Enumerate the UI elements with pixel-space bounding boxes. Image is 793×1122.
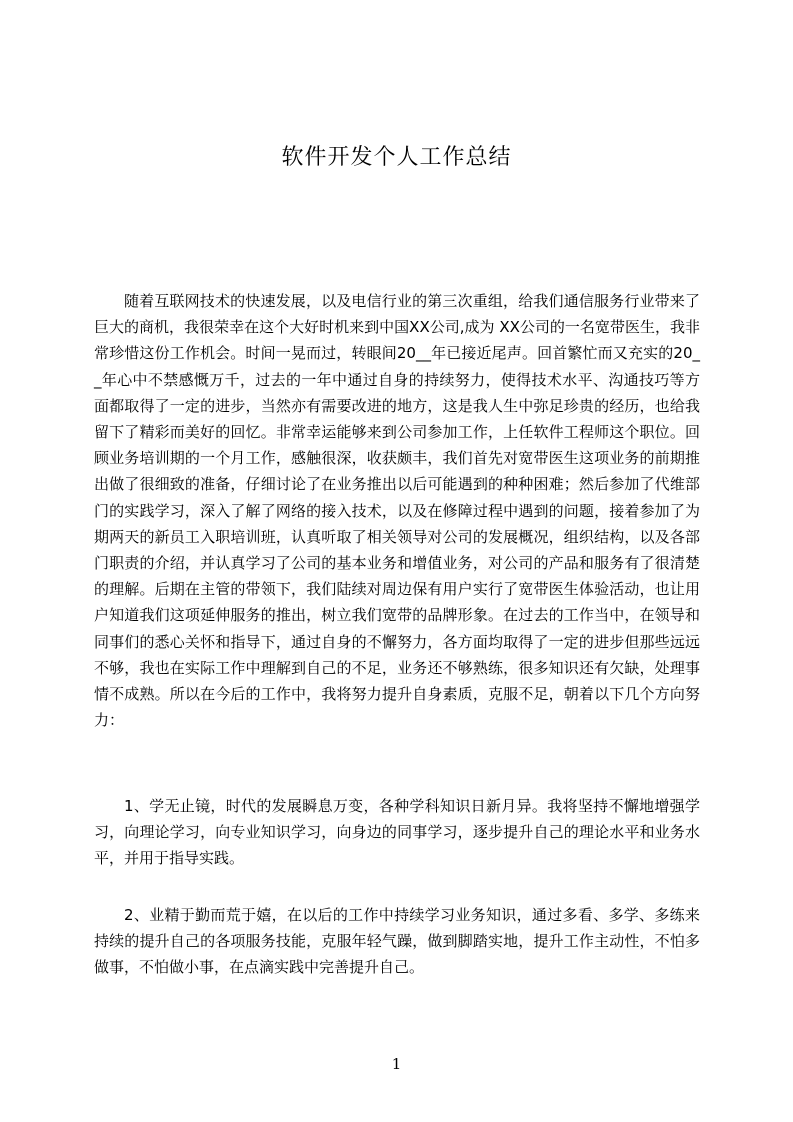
body-paragraph-item-1: 1、学无止镜，时代的发展瞬息万变，各种学科知识日新月异。我将坚持不懈地增强学习，向理论学习，向专业知识学习，向身边的同事学习，逐步提升自己的理论水平和业务水平，并用于指导实践。 xyxy=(94,797,700,868)
document-title: 软件开发个人工作总结 xyxy=(281,145,512,170)
body-paragraph-item-2: 2、业精于勤而荒于嬉，在以后的工作中持续学习业务知识，通过多看、多学、多练来持续的提升自己的各项服务技能，克服年轻气躁，做到脚踏实地，提升工作主动性，不怕多做事，不怕做小事，在点滴实践中完善提升自己。 xyxy=(94,906,700,977)
body-paragraph-intro: 随着互联网技术的快速发展，以及电信行业的第三次重组，给我们通信服务行业带来了巨大的商机，我很荣幸在这个大好时机来到中国XX公司,成为 XX公司的一名宽带医生，我非常珍惜这份工作机会。时间一晃而过，转眼间20__年已接近尾声。回首繁忙而又充实的20__年心中不禁感慨万千，过去的一年中通过自身的持续努力，使得技术水平、沟通技巧等方面都取得了一定的进步，当然亦有需要改进的地方，这是我人生中弥足珍贵的经历，也给我留下了精彩而美好的回忆。非常幸运能够来到公司参加工作，上任软件工程师这个职位。回顾业务培训期的一个月工作，感触很深，收获颇丰，我们首先对宽带医生这项业务的前期推出做了很细致的准备，仔细讨论了在业务推出以后可能遇到的种种困难；然后参加了代维部门的实践学习，深入了解了网络的接入技术，以及在修障过程中遇到的问题，接着参加了为期两天的新员工入职培训班，认真听取了相关领导对公司的发展概况，组织结构，以及各部门职责的介绍，并认真学习了公司的基本业务和增值业务，对公司的产品和服务有了很清楚的理解。后期在主管的带领下，我们陆续对周边保有用户实行了宽带医生体验活动，也让用户知道我们这项延伸服务的推出，树立我们宽带的品牌形象。在过去的工作当中，在领导和同事们的悉心关怀和指导下，通过自身的不懈努力，各方面均取得了一定的进步但那些远远不够，我也在实际工作中理解到自己的不足，业务还不够熟练，很多知识还有欠缺，处理事情不成熟。所以在今后的工作中，我将努力提升自身素质，克服不足，朝着以下几个方向努力： xyxy=(94,292,700,730)
page-number: 1 xyxy=(391,1055,402,1073)
